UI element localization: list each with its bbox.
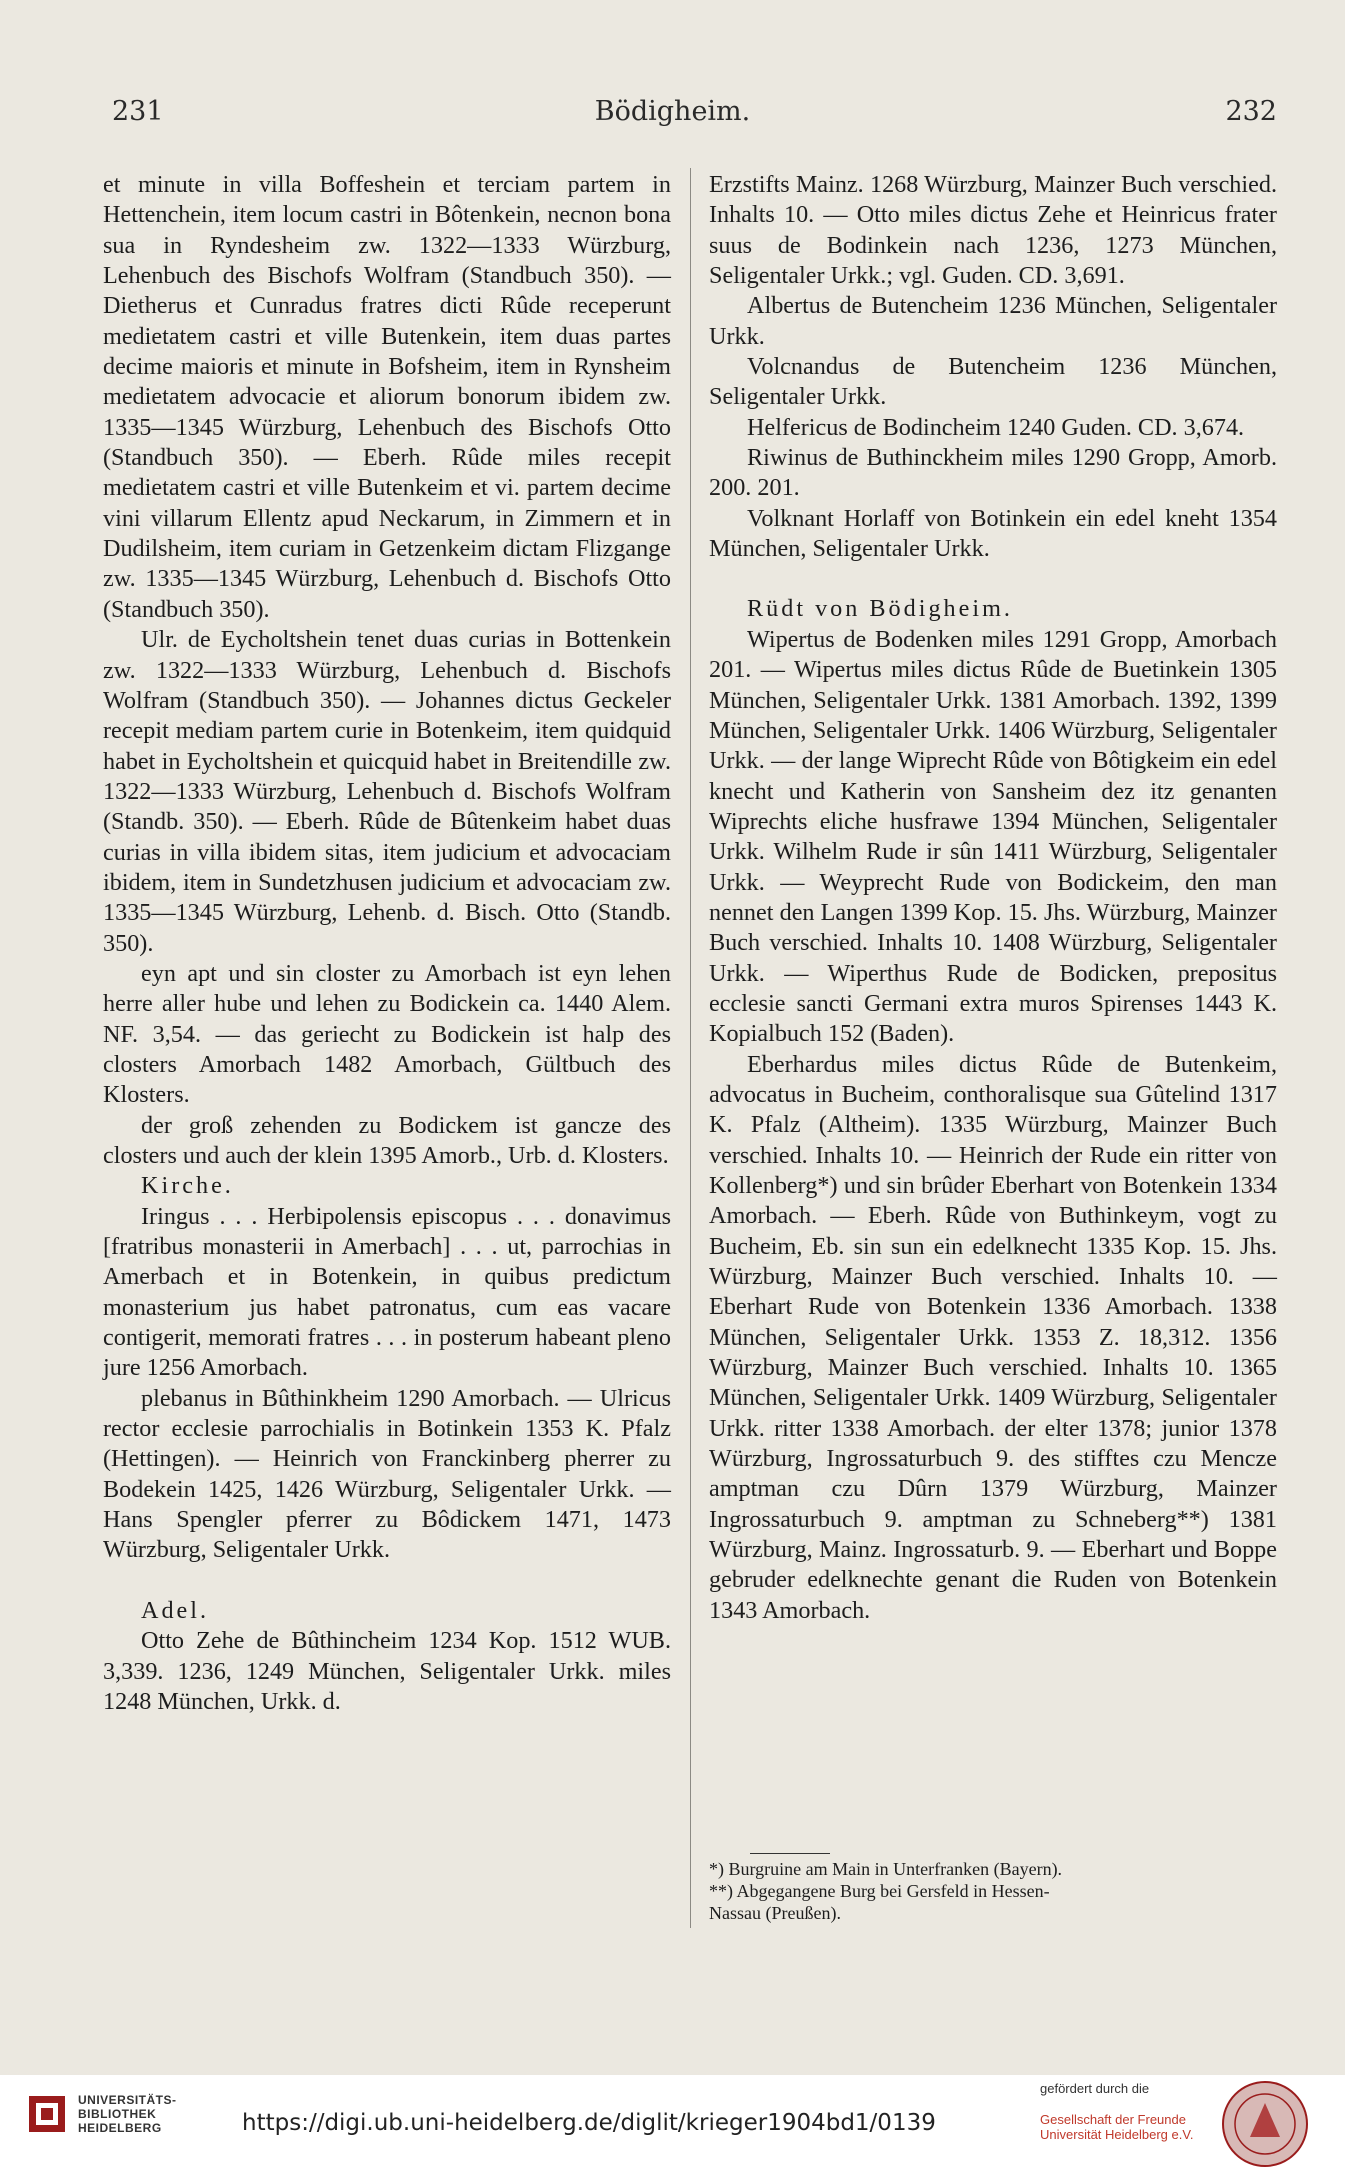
- paragraph: plebanus in Bûthinkheim 1290 Amorbach. — Ulricus rector ecclesie parrochialis in Botinkein 1353 K. Pfalz (Hettingen). — Heinrich von Franckinberg pherrer zu Bodekein 1425, 1426 Würzburg, Seligentaler Urkk. — Hans Spengler pferrer zu Bôdickem 1471, 1473 Würzburg, Seligentaler Urkk.: [103, 1384, 671, 1564]
- paragraph: Volknant Horlaff von Botinkein ein edel kneht 1354 München, Seligentaler Urkk.: [709, 504, 1277, 563]
- left-column: [103, 170, 671, 1717]
- section-heading-adel: Adel.: [141, 1596, 210, 1624]
- right-column: [709, 170, 1277, 1626]
- paragraph: et minute in villa Boffeshein et terciam partem in Hettenchein, item locum castri in Bôtenkein, necnon bona sua in Ryndesheim zw. 1322—1333 Würzburg, Lehenbuch des Bischofs Wolfram (Standbuch 350). — Dietherus et Cunradus fratres dicti Rûde receperunt medietatem castri et ville Butenkein, item duas partes decime maioris et minute in Bofsheim, item in Rynsheim medietatem advocacie et aliorum bonorum ibidem zw. 1335—1345 Würzburg, Lehenbuch des Bischofs Otto (Standbuch 350). — Eberh. Rûde miles recepit medietatem castri et ville Butenkeim et vi. partem decime vini villarum Ellentz apud Neckarum, in Zimmern et in Dudilsheim, item curiam in Getzenkeim dictam Flizgange zw. 1335—1345 Würzburg, Lehenbuch d. Bischofs Otto (Standbuch 350).: [103, 171, 671, 623]
- paragraph: Wipertus de Bodenken miles 1291 Gropp, Amorbach 201. — Wipertus miles dictus Rûde de Buetinkein 1305 München, Seligentaler Urkk. 1381 Amorbach. 1392, 1399 München, Seligentaler Urkk. 1406 Würzburg, Seligentaler Urkk. — der lange Wiprecht Rûde von Bôtigkeim ein edel knecht und Katherin von Sansheim dez itz genanten Wiprechts eliche husfrawe 1394 München, Seligentaler Urkk. Wilhelm Rude ir sûn 1411 Würzburg, Seligentaler Urkk. — Weyprecht Rude von Bodickeim, den man nennet den Langen 1399 Kop. 15. Jhs. Würzburg, Mainzer Buch verschied. Inhalts 10. 1408 Würzburg, Seligentaler Urkk. — Wiperthus Rude de Bodicken, prepositus ecclesie sancti Germani extra muros Spirenses 1443 K. Kopialbuch 152 (Baden).: [709, 625, 1277, 1048]
- paragraph: Erzstifts Mainz. 1268 Würzburg, Mainzer Buch verschied. Inhalts 10. — Otto miles dictus Zehe et Heinricus frater suus de Bodinkein nach 1236, 1273 München, Seligentaler Urkk.; vgl. Guden. CD. 3,691.: [709, 171, 1277, 290]
- paragraph: Helfericus de Bodincheim 1240 Guden. CD. 3,674.: [747, 413, 1245, 441]
- running-title: Bödigheim.: [594, 96, 751, 127]
- right-page-number: 232: [1225, 96, 1277, 127]
- paragraph: Volcnandus de Butencheim 1236 München, Seligentaler Urkk.: [709, 353, 1277, 411]
- footnote-rule: [750, 1853, 830, 1854]
- sponsor-name: Gesellschaft der Freunde Universität Heidelberg e.V.: [1040, 2112, 1194, 2142]
- paragraph: eyn apt und sin closter zu Amorbach ist eyn lehen herre aller hube und lehen zu Bodickein ca. 1440 Alem. NF. 3,54. — das geriecht zu Bodickein ist halp des closters Amorbach 1482 Amorbach, Gültbuch des Klosters.: [103, 959, 671, 1109]
- section-heading-kirche: Kirche.: [141, 1172, 234, 1200]
- column-divider: [690, 168, 691, 1928]
- footnote: *) Burgruine am Main in Unterfranken (Bayern).: [709, 1859, 1063, 1879]
- paragraph: Iringus . . . Herbipolensis episcopus . . . donavimus [fratribus monasterii in Amerbach] . . . ut, parrochias in Amerbach et in Botenkein, in quibus predictum monasterium jus habet patronatus, cum eas vacare contigerit, memorati fratres . . . in posterum habeant pleno jure 1256 Amorbach.: [103, 1202, 671, 1382]
- paragraph: Otto Zehe de Bûthincheim 1234 Kop. 1512 WUB. 3,339. 1236, 1249 München, Seligentaler Urkk. miles 1248 München, Urkk. d.: [103, 1627, 671, 1715]
- left-page-number: 231: [112, 96, 164, 127]
- university-seal-icon: [1220, 2079, 1310, 2169]
- footnote: Nassau (Preußen).: [709, 1903, 841, 1923]
- sponsor-label: gefördert durch die: [1040, 2081, 1150, 2096]
- paragraph: der groß zehenden zu Bodickem ist gancze des closters und auch der klein 1395 Amorb., Urb. d. Klosters.: [103, 1111, 671, 1169]
- paragraph: Riwinus de Buthinckheim miles 1290 Gropp, Amorb. 200. 201.: [709, 444, 1277, 502]
- paragraph: Eberhardus miles dictus Rûde de Butenkeim, advocatus in Bucheim, conthoralisque sua Gûtelind 1317 K. Pfalz (Altheim). 1335 Würzburg, Mainzer Buch verschied. Inhalts 10. — Heinrich der Rude ein ritter von Kollenberg*) und sin brûder Eberhart von Botenkein 1334 Amorbach. — Eberh. Rûde von Buthinkeym, vogt zu Bucheim, Eb. sin sun ein edelknecht 1335 Kop. 15. Jhs. Würzburg, Mainzer Buch verschied. Inhalts 10. — Eberhart Rude von Botenkein 1336 Amorbach. 1338 München, Seligentaler Urkk. 1353 Z. 18,312. 1356 Würzburg, Mainzer Buch verschied. Inhalts 10. 1365 München, Seligentaler Urkk. 1409 Würzburg, Seligentaler Urkk. ritter 1338 Amorbach. der elter 1378; junior 1378 Würzburg, Ingrossaturbuch 9. des stifftes czu Mencze amptman czu Dûrn 1379 Würzburg, Mainzer Ingrossaturbuch 9. amptman zu Schneberg**) 1381 Würzburg, Mainz. Ingrossaturb. 9. — Eberhart und Boppe gebruder edelknechte genant die Ruden von Botenkein 1343 Amorbach.: [709, 1050, 1277, 1624]
- paragraph: Albertus de Butencheim 1236 München, Seligentaler Urkk.: [709, 292, 1277, 350]
- footnote: **) Abgegangene Burg bei Gersfeld in Hessen-: [709, 1881, 1050, 1901]
- viewer-footer: [0, 2075, 1345, 2174]
- library-logo-icon: [28, 2095, 66, 2133]
- section-heading-ruedt: Rüdt von Bödigheim.: [747, 595, 1013, 623]
- library-name: UNIVERSITÄTS- BIBLIOTHEK HEIDELBERG: [78, 2093, 177, 2135]
- paragraph: Ulr. de Eycholtshein tenet duas curias in Bottenkein zw. 1322—1333 Würzburg, Lehenbuch d. Bischofs Wolfram (Standbuch 350). — Johannes dictus Geckeler recepit mediam partem curie in Botenkeim, item quidquid habet in Eycholtshein et quicquid habet in Breitendille zw. 1322—1333 Würzburg, Lehenbuch d. Bischofs Wolfram (Standb. 350). — Eberh. Rûde de Bûtenkeim habet duas curias in villa ibidem sitas, item judicium et advocaciam ibidem, item in Sundetzhusen judicium et advocaciam zw. 1335—1345 Würzburg, Lehenb. d. Bisch. Otto (Standb. 350).: [103, 626, 671, 957]
- permalink-url[interactable]: https://digi.ub.uni-heidelberg.de/diglit/krieger1904bd1/0139: [242, 2110, 936, 2136]
